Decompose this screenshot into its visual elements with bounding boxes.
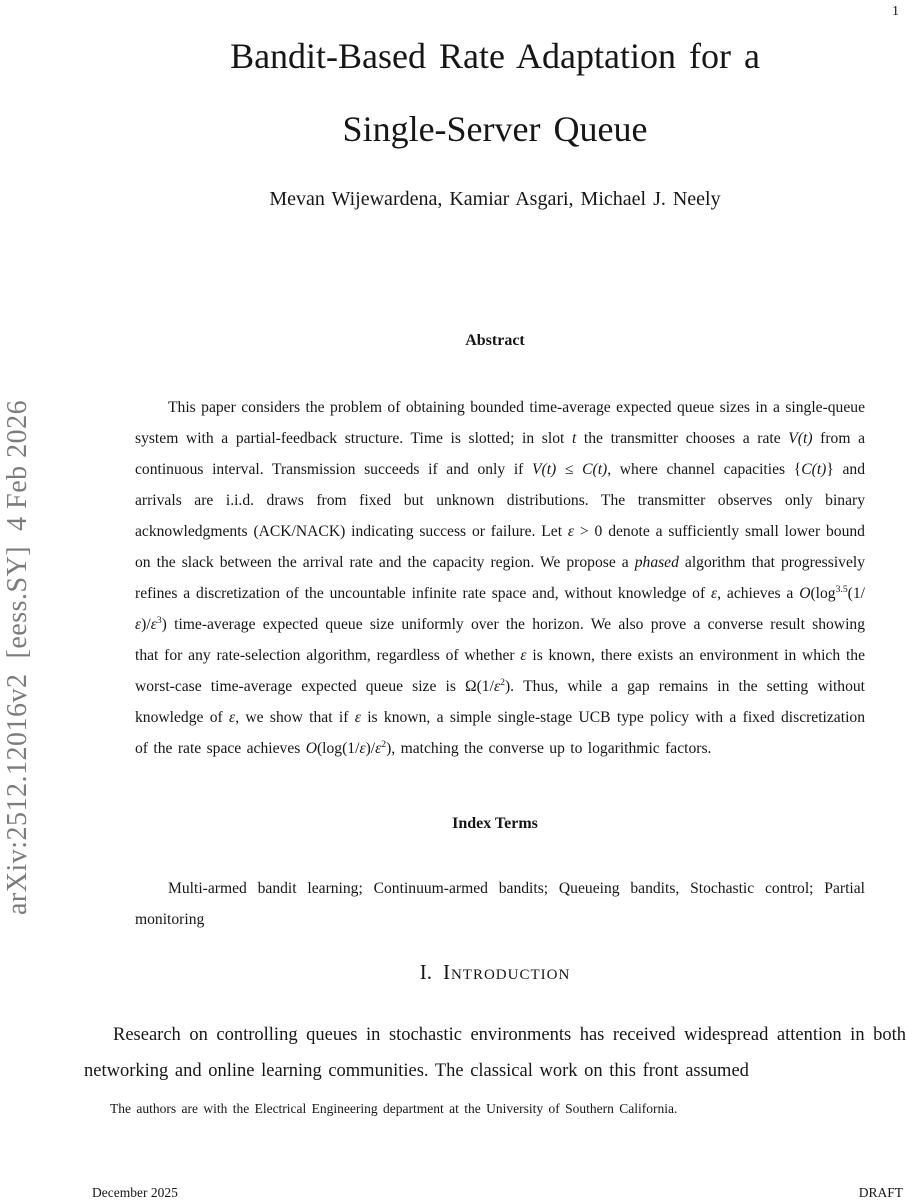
section-heading-introduction <box>84 960 906 985</box>
section-number: I. <box>419 960 432 984</box>
page-content <box>84 0 906 1200</box>
section-title: Introduction <box>442 960 571 984</box>
abstract-heading: Abstract <box>465 332 525 349</box>
footer-date: December 2025 <box>92 1185 178 1200</box>
paper-title-line2: Single-Server Queue <box>342 109 648 149</box>
abstract-text: This paper considers the problem of obtaining bounded time-average expected queue sizes in a single-queue system with a partial-feedback structure. Time is slotted; in slot t the transmitter chooses a rate V(t) from a continuous interval. Transmission succeeds if and only if V(t) ≤ C(t), where channel capacities {C(t)} and arrivals are i.i.d. draws from fixed but unknown distributions. The transmitter observes only binary acknowledgments (ACK/NACK) indicating success or failure. Let ε > 0 denote a sufficiently small lower bound on the slack between the arrival rate and the capacity region. We propose a phased algorithm that progressively refines a discretization of the uncountable infinite rate space and, without knowledge of ε, achieves a $O(\log^{3.5}(1/\varepsilon)/\varepsilon^3)$ time-average expected queue size uniformly over the horizon. We also prove a converse result showing that for any rate-selection algorithm, regardless of whether ε is known, there exists an environment in which the worst-case time-average expected queue size is $\Omega(1/\varepsilon^2)$. Thus, while a gap remains in the setting without knowledge of ε, we show that if ε is known, a simple single-stage UCB type policy with a fixed discretization of the rate space achieves $O(\log(1/\varepsilon)/\varepsilon^2)$, matching the converse up to logarithmic factors. <box>135 398 866 757</box>
introduction-text: Research on controlling queues in stochastic environments has received widespread attention in both networking and online learning communities. The classical work on this front assumed <box>84 1024 906 1081</box>
index-terms-text: Multi-armed bandit learning; Continuum-armed bandits; Queueing bandits, Stochastic control; Partial monitoring <box>135 879 865 929</box>
paper-title-line1: Bandit-Based Rate Adaptation for a <box>230 36 760 76</box>
footer-draft-label: DRAFT <box>858 1185 903 1200</box>
author-footnote: The authors are with the Electrical Engineering department at the University of Southern California. <box>110 1101 678 1116</box>
authors-line: Mevan Wijewardena, Kamiar Asgari, Michael J. Neely <box>269 188 721 210</box>
arxiv-watermark: arXiv:2512.12016v2 [eess.SY] 4 Feb 2026 <box>2 399 33 915</box>
page-number: 1 <box>892 4 899 19</box>
index-terms-heading: Index Terms <box>452 815 538 832</box>
paper-title <box>84 20 906 166</box>
